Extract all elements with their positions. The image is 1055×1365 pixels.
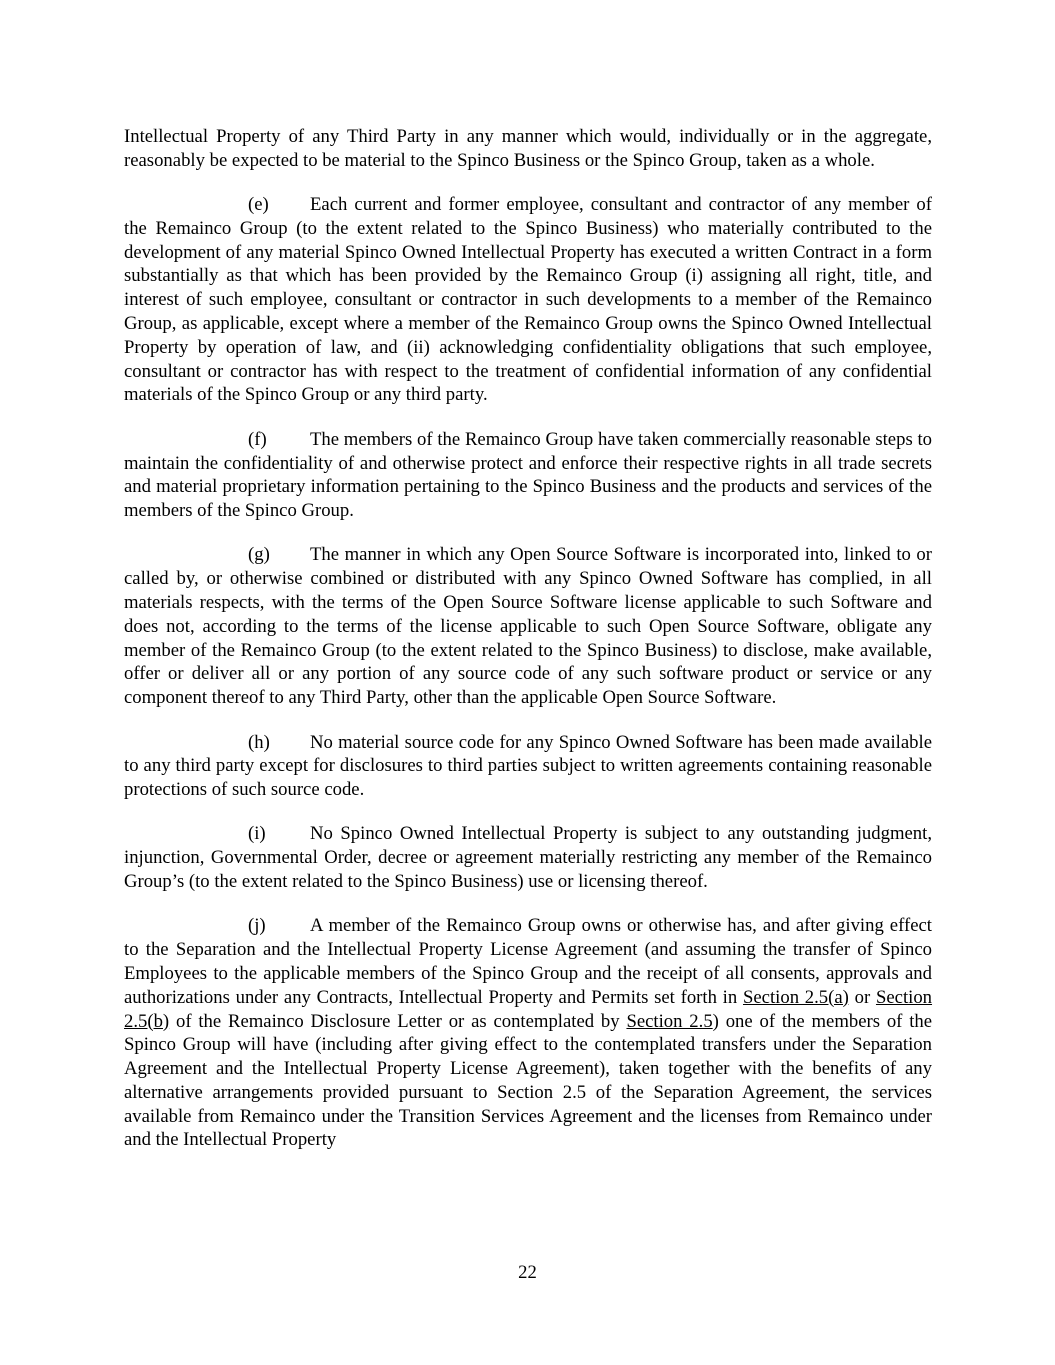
paragraph-j [124,914,932,1152]
paragraph-g-text: The manner in which any Open Source Software is incorporated into, linked to or called by, or otherwise combined or distributed with any Spinco Owned Software has complied, in all materials respects, with the terms of the Open Source Software license applicable to such Software and does not, according to the terms of the license applicable to such Open Source Software, obligate any member of the Remainco Group (to the extent related to the Spinco Business) to disclose, make available, offer or deliver all or any portion of any source code of any such software product or service or any component thereof to any Third Party, other than the applicable Open Source Software. [124,544,932,709]
paragraph-g-label: (g) [248,544,270,566]
paragraph-i-text: No Spinco Owned Intellectual Property is subject to any outstanding judgment, injunction, Governmental Order, decree or agreement materially restricting any member of the Remainco Group’s (to the extent related to the Spinco Business) use or licensing thereof. [124,823,932,893]
paragraph-h [124,731,932,802]
page-number: 22 [518,1262,537,1283]
paragraph-h-label: (h) [248,731,270,753]
paragraph-continuation-text: Intellectual Property of any Third Party in any manner which would, individually or in the aggregate, reasonably be expected to be material to the Spinco Business or the Spinco Group, taken as a whole. [124,126,932,171]
paragraph-i [124,822,932,893]
paragraph-g [124,543,932,710]
paragraph-i-label: (i) [248,823,266,845]
paragraph-continuation [124,125,932,173]
section-reference-2-5: Section 2.5 [626,1010,713,1032]
paragraph-j-text-3: of the Remainco Disclosure Letter or as contemplated by [175,1010,620,1032]
paragraph-j-label: (j) [248,915,266,937]
paragraph-h-text: No material source code for any Spinco Owned Software has been made available to any third party except for disclosures to third parties subject to written agreements containing reasonable protections of such source code. [124,731,932,801]
document-page [124,125,932,1173]
paragraph-j-text-4: ) one of the members of the Spinco Group will have (including after giving effect to the contemplated transfers under the Separation Agreement and the Intellectual Property License Agreement), taken together with the benefits of any alternative arrangements provided pursuant to Section 2.5 of the Separation Agreement, the services available from Remainco under the Transition Services Agreement and the licenses from Remainco under and the Intellectual Property [124,1010,933,1151]
paragraph-f-label: (f) [248,428,267,450]
paragraph-f [124,428,932,523]
paragraph-e-text: Each current and former employee, consultant and contractor of any member of the Remainco Group (to the extent related to the Spinco Business) who materially contributed to the development of any material Spinco Owned Intellectual Property has executed a written Contract in a form substantially as that which has been provided by the Remainco Group (i) assigning all right, title, and interest of such employee, consultant or contractor in such developments to a member of the Remainco Group, as applicable, except where a member of the Remainco Group owns the Spinco Owned Intellectual Property by operation of law, and (ii) acknowledging confidentiality obligations that such employee, consultant or contractor has with respect to the treatment of confidential information of any confidential materials of the Spinco Group or any third party. [124,194,932,406]
paragraph-f-text: The members of the Remainco Group have taken commercially reasonable steps to maintain the confidentiality of and otherwise protect and enforce their respective rights in all trade secrets and material proprietary information pertaining to the Spinco Business and the products and services of the members of the Spinco Group. [124,428,932,522]
section-reference-2-5-a: Section 2.5(a) [742,986,849,1008]
paragraph-j-text-1: A member of the Remainco Group owns or otherwise has, and after giving effect to the Separation and the Intellectual Property License Agreement (and assuming the transfer of Spinco Employees to the applicable members of the Spinco Group and the receipt of all consents, approvals and authorizations under any Contracts, Intellectual Property and Permits set forth in [124,915,932,1008]
paragraph-e-label: (e) [248,194,269,216]
paragraph-j-text-2: or [854,986,871,1008]
section-reference-2-5-b: Section 2.5(b) [124,986,933,1032]
paragraph-e [124,193,932,407]
